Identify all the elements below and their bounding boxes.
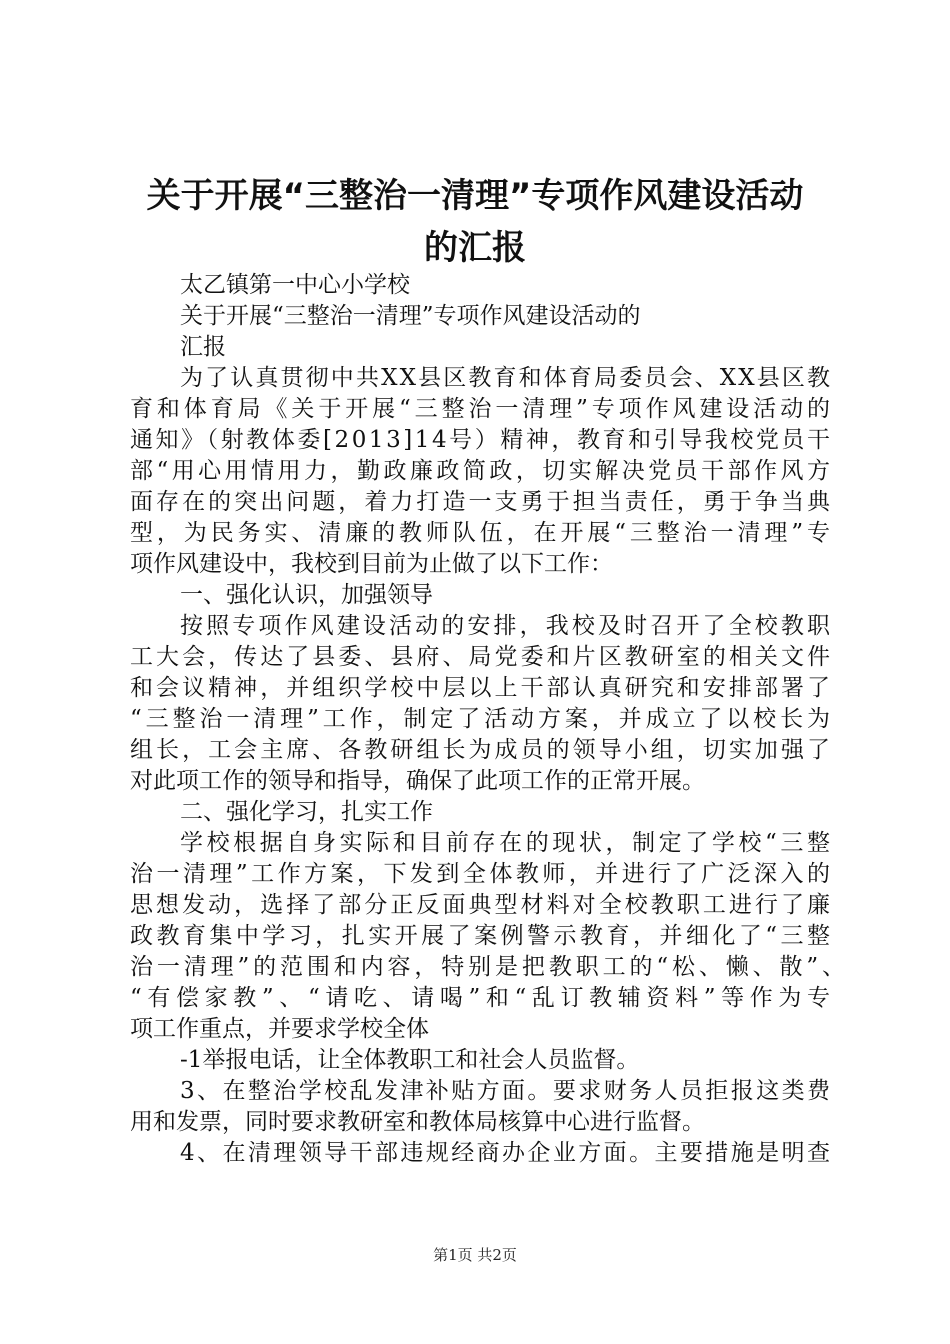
paragraph-line: 工大会，传达了县委、县府、局党委和片区教研室的相关文件 <box>130 644 834 670</box>
paragraph-line: 4、在清理领导干部违规经商办企业方面。主要措施是明查 <box>180 1140 833 1166</box>
subtitle-line-1: 关于开展“三整治一清理”专项作风建设活动的 <box>180 303 641 329</box>
paragraph-line: 治一清理”的范围和内容，特别是把教职工的“松、懒、散”、 <box>130 954 849 980</box>
paragraph-line: 学校根据自身实际和目前存在的现状，制定了学校“三整 <box>180 830 834 856</box>
document-title-line-1: 关于开展“三整治一清理”专项作风建设活动 <box>146 176 804 216</box>
paragraph-line: 为了认真贯彻中共XX县区教育和体育局委员会、XX县区教 <box>180 365 833 391</box>
paragraph-line: 项工作重点，并要求学校全体 <box>130 1016 429 1042</box>
paragraph-line: 用和发票，同时要求教研室和教体局核算中心进行监督。 <box>130 1109 705 1135</box>
paragraph-line: 通知》（射教体委[2013]14号）精神，教育和引导我校党员干 <box>130 427 833 453</box>
subtitle-line-2: 汇报 <box>180 334 226 360</box>
paragraph-line: 部“用心用情用力，勤政廉政简政，切实解决党员干部作风方 <box>130 458 834 484</box>
paragraph-line: 治一清理”工作方案，下发到全体教师，并进行了广泛深入的 <box>130 861 834 887</box>
paragraph-line: 项作风建设中，我校到目前为止做了以下工作： <box>130 551 613 577</box>
paragraph-line: 型，为民务实、清廉的教师队伍，在开展“三整治一清理”专 <box>130 520 834 546</box>
paragraph-line: 对此项工作的领导和指导，确保了此项工作的正常开展。 <box>130 768 705 794</box>
paragraph-line: “三整治一清理”工作，制定了活动方案，并成立了以校长为 <box>130 706 834 732</box>
paragraph-line: 面存在的突出问题，着力打造一支勇于担当责任，勇于争当典 <box>130 489 834 515</box>
paragraph-line: 思想发动，选择了部分正反面典型材料对全校教职工进行了廉 <box>130 892 834 918</box>
paragraph-line: 政教育集中学习，扎实开展了案例警示教育，并细化了“三整 <box>130 923 834 949</box>
paragraph-line: 组长，工会主席、各教研组长为成员的领导小组，切实加强了 <box>130 737 834 763</box>
section-heading-1: 一、强化认识，加强领导 <box>180 582 433 608</box>
paragraph-line: 按照专项作风建设活动的安排，我校及时召开了全校教职 <box>180 613 834 639</box>
document-title-line-2: 的汇报 <box>424 228 526 268</box>
page-number: 第1页 共2页 <box>433 1246 517 1264</box>
school-name: 太乙镇第一中心小学校 <box>180 272 410 298</box>
paragraph-line: 3、在整治学校乱发津补贴方面。要求财务人员拒报这类费 <box>180 1078 833 1104</box>
section-heading-2: 二、强化学习，扎实工作 <box>180 799 433 825</box>
paragraph-line: “有偿家教”、“请吃、请喝”和“乱订教辅资料”等作为专 <box>130 985 836 1011</box>
paragraph-line: 和会议精神，并组织学校中层以上干部认真研究和安排部署了 <box>130 675 834 701</box>
paragraph-line: 育和体育局《关于开展“三整治一清理”专项作风建设活动的 <box>130 396 834 422</box>
paragraph-line: -1举报电话，让全体教职工和社会人员监督。 <box>180 1047 640 1073</box>
